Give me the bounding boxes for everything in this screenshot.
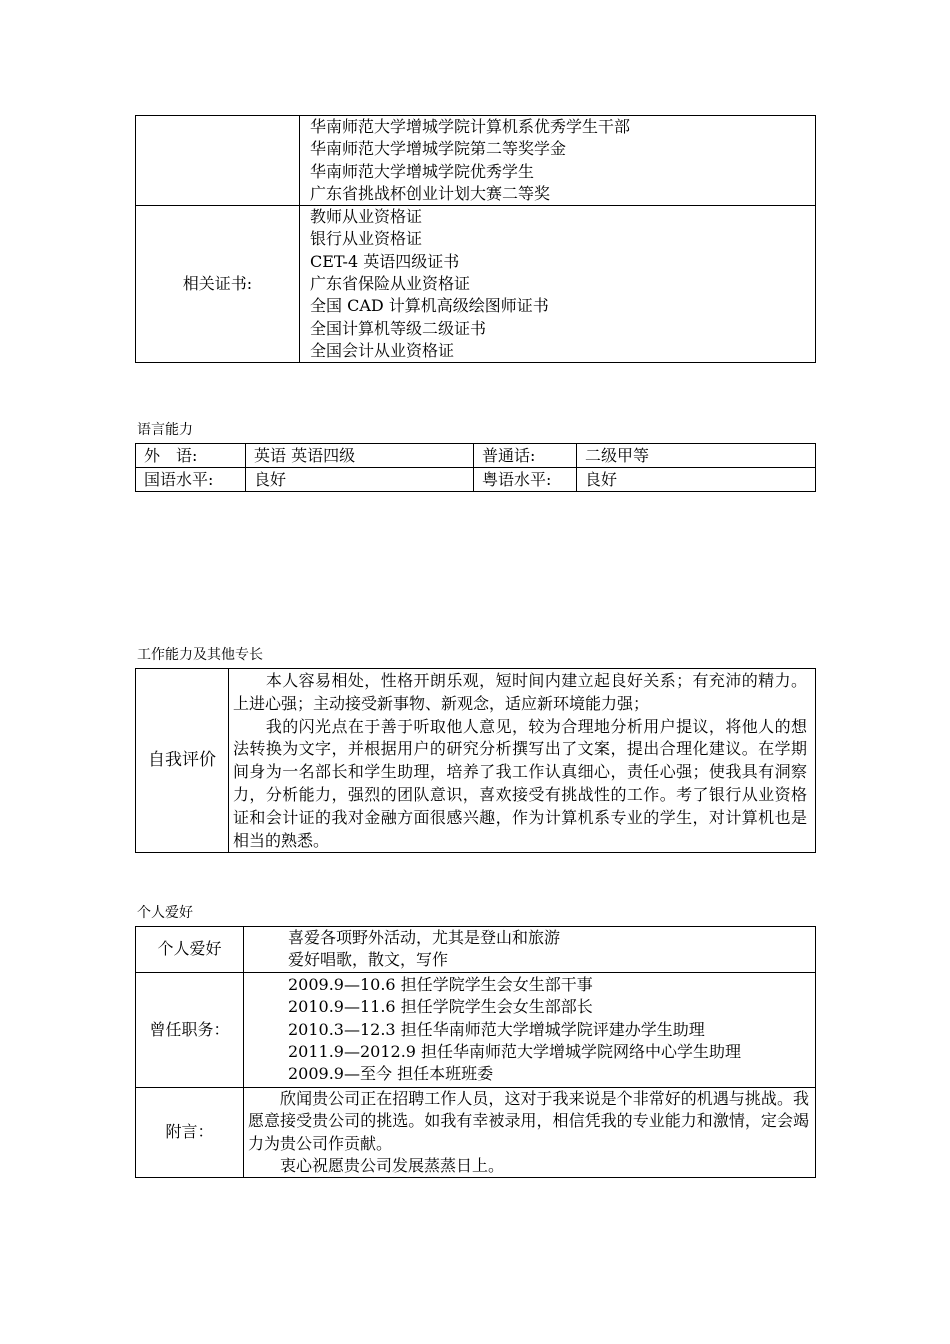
award-item: 华南师范大学增城学院第二等奖学金 [310, 139, 567, 159]
work-section-title: 工作能力及其他专长 [137, 647, 263, 663]
hobby-item: 爱好唱歌，散文，写作 [288, 950, 449, 970]
positions-label: 曾任职务： [136, 972, 244, 1087]
hobby-table [135, 926, 816, 1178]
certificate-item: CET-4 英语四级证书 [310, 251, 460, 271]
note-text [244, 1087, 816, 1178]
hobby-item: 喜爱各项野外活动，尤其是登山和旅游 [288, 928, 561, 947]
certificate-item: 教师从业资格证 [310, 207, 423, 227]
award-item: 华南师范大学增城学院计算机系优秀学生干部 [310, 117, 631, 136]
language-row [136, 444, 816, 468]
self-evaluation-paragraph: 本人容易相处，性格开朗乐观，短时间内建立起良好关系；有充沛的精力。上进心强；主动接受新事物、新观念，适应新环境能力强； [233, 671, 807, 713]
certificates-list-cell [300, 206, 816, 363]
note-label: 附言： [136, 1087, 244, 1178]
hobby-section-title: 个人爱好 [137, 905, 193, 921]
position-item: 2009.9—至今 担任本班班委 [288, 1064, 494, 1084]
language-row [136, 468, 816, 492]
self-evaluation-paragraph: 我的闪光点在于善于听取他人意见，较为合理地分析用户提议，将他人的想法转换为文字，并根据用户的研究分析撰写出了文案，提出合理化建议。在学期间身为一名部长和学生助理，培养了我工作认真细心，责任心强；使我具有洞察力，分析能力，强烈的团队意识，喜欢接受有挑战性的工作。考了银行从业资格证和会计证的我对金融方面很感兴趣，作为计算机系专业的学生，对计算机也是相当的熟悉。 [233, 716, 807, 850]
language-cell: 国语水平: [136, 468, 246, 492]
hobby-list-cell [244, 927, 816, 973]
certificate-item: 全国 CAD 计算机高级绘图师证书 [310, 296, 549, 316]
certificate-item: 全国计算机等级二级证书 [310, 318, 487, 338]
awards-label-cell [136, 116, 300, 206]
certificates-label: 相关证书: [136, 206, 300, 363]
note-row [136, 1087, 816, 1178]
language-cell: 粤语水平: [474, 468, 577, 492]
self-evaluation-text [229, 669, 816, 853]
awards-row [136, 116, 816, 206]
certificate-item: 广东省保险从业资格证 [310, 274, 471, 294]
position-item: 2009.9—10.6 担任学院学生会女生部干事 [288, 974, 593, 994]
awards-certificates-table [135, 115, 816, 363]
self-evaluation-row [136, 669, 816, 853]
awards-list-cell [300, 116, 816, 206]
language-cell: 良好 [577, 468, 816, 492]
award-item: 华南师范大学增城学院优秀学生 [310, 161, 535, 181]
work-ability-table [135, 668, 816, 853]
language-cell: 良好 [246, 468, 474, 492]
position-item: 2010.9—11.6 担任学院学生会女生部部长 [288, 997, 593, 1017]
award-item: 广东省挑战杯创业计划大赛二等奖 [310, 183, 551, 203]
certificate-item: 全国会计从业资格证 [310, 340, 455, 360]
language-cell: 外 语: [136, 444, 246, 468]
note-paragraph: 衷心祝愿贵公司发展蒸蒸日上。 [248, 1156, 505, 1176]
language-table [135, 443, 816, 492]
certificate-item: 银行从业资格证 [310, 229, 423, 249]
language-cell: 二级甲等 [577, 444, 816, 468]
note-paragraph: 欣闻贵公司正在招聘工作人员，这对于我来说是个非常好的机遇与挑战。我愿意接受贵公司的挑选。如我有幸被录用，相信凭我的专业能力和激情，定会竭力为贵公司作贡献。 [248, 1088, 809, 1153]
position-item: 2011.9—2012.9 担任华南师范大学增城学院网络中心学生助理 [288, 1042, 742, 1062]
language-section-title: 语言能力 [137, 422, 193, 438]
positions-row [136, 972, 816, 1087]
hobby-row [136, 927, 816, 973]
certificates-row [136, 206, 816, 363]
positions-list-cell [244, 972, 816, 1087]
language-cell: 英语 英语四级 [246, 444, 474, 468]
self-evaluation-label: 自我评价 [136, 669, 229, 853]
language-cell: 普通话: [474, 444, 577, 468]
position-item: 2010.3—12.3 担任华南师范大学增城学院评建办学生助理 [288, 1019, 705, 1039]
hobby-label: 个人爱好 [136, 927, 244, 973]
